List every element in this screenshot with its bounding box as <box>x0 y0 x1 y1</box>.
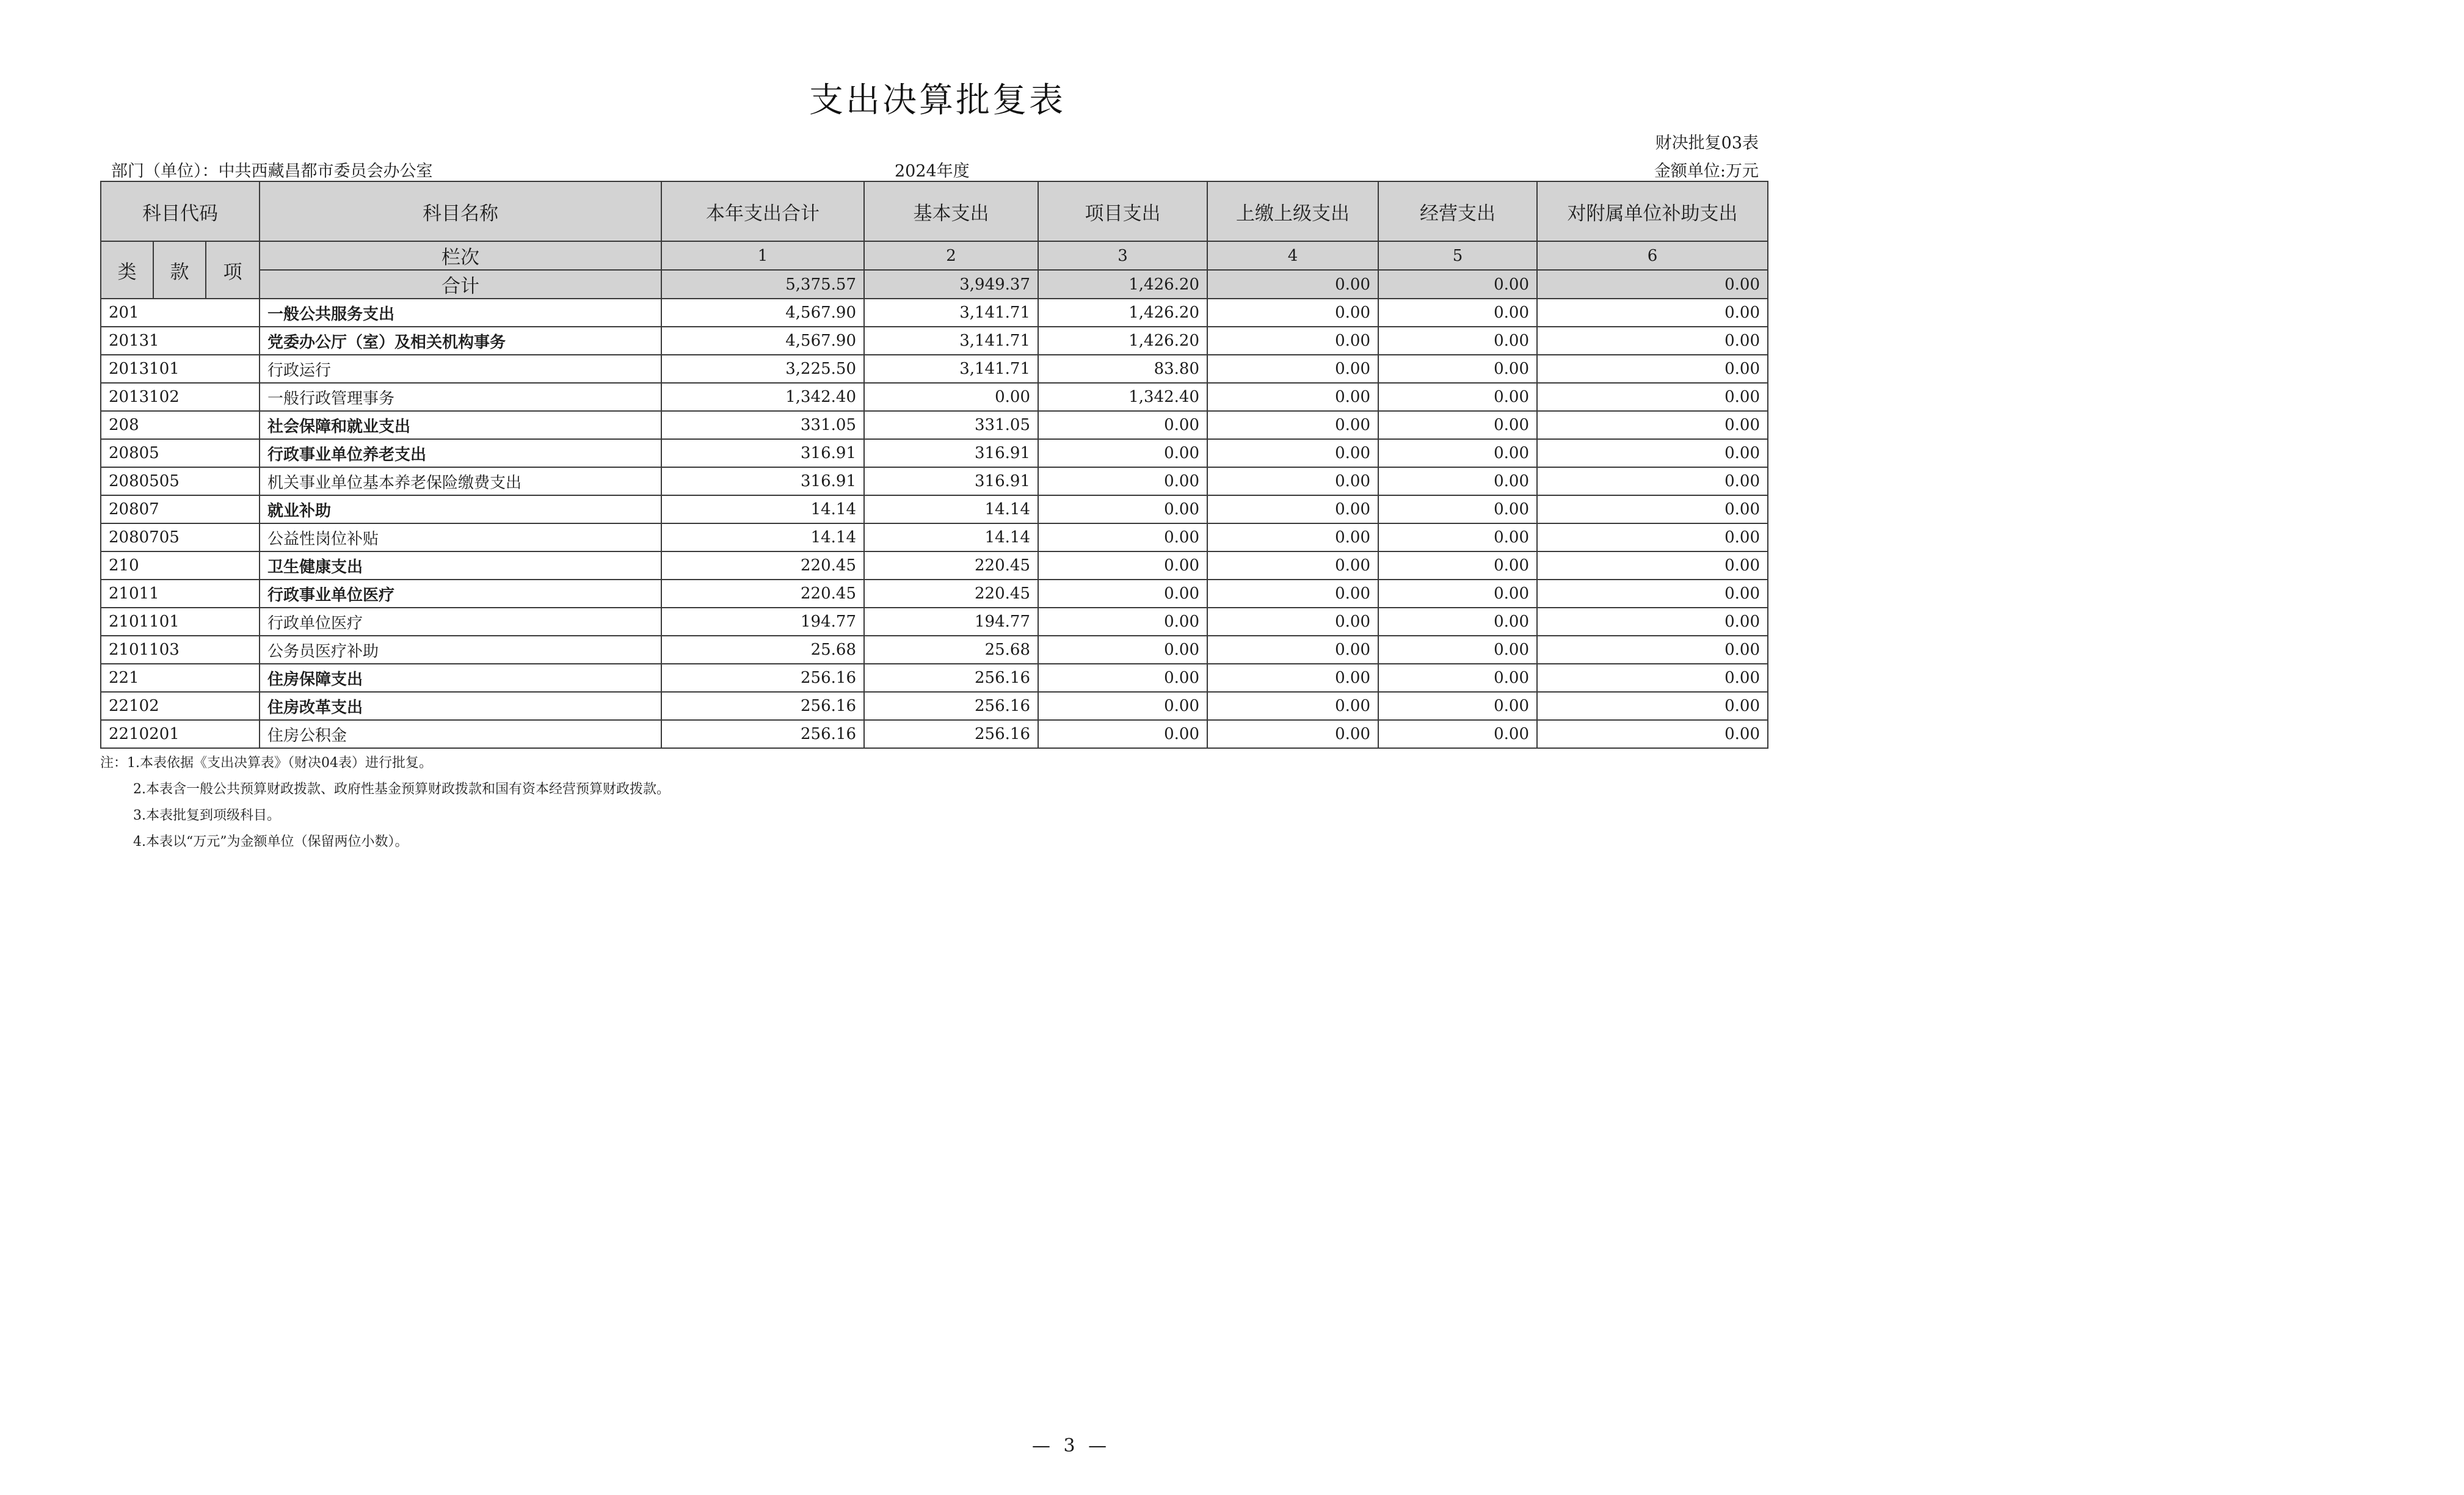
row-name: 就业补助 <box>260 495 661 523</box>
header-business: 经营支出 <box>1378 181 1537 241</box>
row-name: 住房改革支出 <box>260 692 661 720</box>
row-value: 0.00 <box>1207 580 1378 608</box>
row-code: 210 <box>101 551 260 580</box>
row-value: 0.00 <box>1207 439 1378 467</box>
column-number: 6 <box>1537 241 1768 270</box>
row-name: 住房保障支出 <box>260 664 661 692</box>
page-number: — 3 — <box>1032 1435 1111 1457</box>
row-name: 行政事业单位医疗 <box>260 580 661 608</box>
page-title: 支出决算批复表 <box>809 81 1066 120</box>
row-value: 0.00 <box>1038 467 1207 495</box>
row-value: 0.00 <box>1378 664 1537 692</box>
row-value: 316.91 <box>864 439 1038 467</box>
row-value: 14.14 <box>864 523 1038 551</box>
header-lei: 类 <box>101 241 153 299</box>
table-row <box>101 355 1768 383</box>
column-number: 4 <box>1207 241 1378 270</box>
row-value: 331.05 <box>864 411 1038 439</box>
row-value: 0.00 <box>1038 580 1207 608</box>
row-code: 21011 <box>101 580 260 608</box>
row-value: 0.00 <box>1378 720 1537 748</box>
row-value: 0.00 <box>1537 495 1768 523</box>
row-value: 0.00 <box>1537 439 1768 467</box>
row-value: 1,426.20 <box>1038 327 1207 355</box>
row-value: 14.14 <box>864 495 1038 523</box>
row-value: 0.00 <box>1038 523 1207 551</box>
header-name: 科目名称 <box>260 181 661 241</box>
sum-value: 0.00 <box>1207 270 1378 299</box>
row-value: 316.91 <box>864 467 1038 495</box>
row-value: 220.45 <box>864 551 1038 580</box>
row-value: 0.00 <box>1038 551 1207 580</box>
row-value: 0.00 <box>1207 467 1378 495</box>
row-value: 0.00 <box>1378 551 1537 580</box>
table-row <box>101 299 1768 327</box>
row-value: 0.00 <box>1207 327 1378 355</box>
row-value: 4,567.90 <box>661 299 864 327</box>
row-value: 0.00 <box>1038 692 1207 720</box>
column-number: 5 <box>1378 241 1537 270</box>
row-value: 14.14 <box>661 495 864 523</box>
row-name: 一般公共服务支出 <box>260 299 661 327</box>
row-value: 0.00 <box>1207 355 1378 383</box>
row-value: 220.45 <box>864 580 1038 608</box>
column-number: 3 <box>1038 241 1207 270</box>
row-value: 3,141.71 <box>864 299 1038 327</box>
sum-value: 3,949.37 <box>864 270 1038 299</box>
row-value: 316.91 <box>661 439 864 467</box>
sum-row <box>101 270 1768 299</box>
row-value: 331.05 <box>661 411 864 439</box>
row-value: 0.00 <box>1038 636 1207 664</box>
header-subsidy: 对附属单位补助支出 <box>1537 181 1768 241</box>
row-value: 0.00 <box>1207 636 1378 664</box>
row-value: 0.00 <box>1038 411 1207 439</box>
row-code: 2101101 <box>101 608 260 636</box>
row-value: 0.00 <box>1378 439 1537 467</box>
row-value: 256.16 <box>864 692 1038 720</box>
row-value: 0.00 <box>1378 299 1537 327</box>
header-basic: 基本支出 <box>864 181 1038 241</box>
table-row <box>101 411 1768 439</box>
sum-value: 1,426.20 <box>1038 270 1207 299</box>
fiscal-year: 2024年度 <box>895 162 970 181</box>
table-row <box>101 664 1768 692</box>
row-value: 0.00 <box>1537 411 1768 439</box>
row-value: 0.00 <box>1378 580 1537 608</box>
row-value: 256.16 <box>864 720 1038 748</box>
column-number: 1 <box>661 241 864 270</box>
row-value: 25.68 <box>661 636 864 664</box>
notes <box>100 750 670 855</box>
header-total: 本年支出合计 <box>661 181 864 241</box>
department-label: 部门（单位）：中共西藏昌都市委员会办公室 <box>111 162 433 181</box>
row-value: 0.00 <box>1537 692 1768 720</box>
row-value: 0.00 <box>1207 692 1378 720</box>
row-value: 0.00 <box>1207 551 1378 580</box>
row-value: 0.00 <box>1378 327 1537 355</box>
row-value: 1,342.40 <box>1038 383 1207 411</box>
row-value: 0.00 <box>1378 383 1537 411</box>
row-value: 0.00 <box>1207 664 1378 692</box>
row-value: 220.45 <box>661 551 864 580</box>
row-name: 公益性岗位补贴 <box>260 523 661 551</box>
row-value: 0.00 <box>1207 299 1378 327</box>
row-value: 0.00 <box>1378 608 1537 636</box>
note-line: 3.本表批复到项级科目。 <box>133 808 280 823</box>
row-code: 20807 <box>101 495 260 523</box>
row-value: 256.16 <box>661 692 864 720</box>
table-row <box>101 495 1768 523</box>
row-value: 0.00 <box>1038 664 1207 692</box>
header-project: 项目支出 <box>1038 181 1207 241</box>
row-value: 0.00 <box>1378 355 1537 383</box>
column-number: 2 <box>864 241 1038 270</box>
row-code: 201 <box>101 299 260 327</box>
row-value: 0.00 <box>1537 299 1768 327</box>
row-value: 0.00 <box>1537 355 1768 383</box>
note-line: 注：1.本表依据《支出决算表》（财决04表）进行批复。 <box>100 755 432 771</box>
header-xiang: 项 <box>206 241 260 299</box>
table-row <box>101 636 1768 664</box>
row-code: 221 <box>101 664 260 692</box>
row-value: 14.14 <box>661 523 864 551</box>
row-value: 0.00 <box>1207 495 1378 523</box>
row-value: 256.16 <box>864 664 1038 692</box>
row-value: 0.00 <box>1378 523 1537 551</box>
row-value: 25.68 <box>864 636 1038 664</box>
row-value: 0.00 <box>1537 636 1768 664</box>
row-value: 0.00 <box>1378 636 1537 664</box>
header-upper: 上缴上级支出 <box>1207 181 1378 241</box>
row-value: 0.00 <box>1378 467 1537 495</box>
column-number-row <box>101 241 1768 270</box>
row-value: 0.00 <box>1038 495 1207 523</box>
row-value: 0.00 <box>1038 439 1207 467</box>
row-name: 住房公积金 <box>260 720 661 748</box>
row-value: 0.00 <box>1038 720 1207 748</box>
row-code: 2080505 <box>101 467 260 495</box>
row-code: 2210201 <box>101 720 260 748</box>
row-value: 0.00 <box>1537 523 1768 551</box>
expenditure-table <box>100 181 1768 749</box>
row-value: 0.00 <box>1537 580 1768 608</box>
row-value: 4,567.90 <box>661 327 864 355</box>
row-name: 一般行政管理事务 <box>260 383 661 411</box>
row-value: 256.16 <box>661 720 864 748</box>
header-kuan: 款 <box>153 241 206 299</box>
row-value: 0.00 <box>1537 720 1768 748</box>
row-value: 0.00 <box>1207 720 1378 748</box>
row-value: 316.91 <box>661 467 864 495</box>
amount-unit: 金额单位:万元 <box>1654 162 1759 181</box>
row-value: 0.00 <box>1038 608 1207 636</box>
table-row <box>101 327 1768 355</box>
sum-label: 合计 <box>260 270 661 299</box>
row-value: 0.00 <box>1207 411 1378 439</box>
table-row <box>101 692 1768 720</box>
row-value: 0.00 <box>1537 608 1768 636</box>
row-value: 0.00 <box>1378 411 1537 439</box>
row-name: 行政单位医疗 <box>260 608 661 636</box>
row-name: 行政运行 <box>260 355 661 383</box>
row-value: 0.00 <box>1537 467 1768 495</box>
sum-value: 0.00 <box>1378 270 1537 299</box>
header-lanci: 栏次 <box>260 241 661 270</box>
header-code: 科目代码 <box>101 181 260 241</box>
row-value: 3,141.71 <box>864 355 1038 383</box>
row-name: 行政事业单位养老支出 <box>260 439 661 467</box>
row-value: 0.00 <box>1537 383 1768 411</box>
row-value: 1,342.40 <box>661 383 864 411</box>
header-row <box>101 181 1768 241</box>
row-value: 194.77 <box>864 608 1038 636</box>
form-code: 财决批复03表 <box>1655 134 1759 153</box>
row-value: 256.16 <box>661 664 864 692</box>
row-value: 0.00 <box>1537 551 1768 580</box>
row-value: 0.00 <box>1207 608 1378 636</box>
table-row <box>101 608 1768 636</box>
sum-value: 0.00 <box>1537 270 1768 299</box>
row-code: 20805 <box>101 439 260 467</box>
row-code: 208 <box>101 411 260 439</box>
table-row <box>101 383 1768 411</box>
row-value: 0.00 <box>1378 495 1537 523</box>
row-value: 1,426.20 <box>1038 299 1207 327</box>
table-row <box>101 439 1768 467</box>
row-value: 3,141.71 <box>864 327 1038 355</box>
note-line: 4.本表以“万元”为金额单位（保留两位小数）。 <box>133 834 409 849</box>
row-value: 0.00 <box>864 383 1038 411</box>
row-name: 党委办公厅（室）及相关机构事务 <box>260 327 661 355</box>
row-value: 194.77 <box>661 608 864 636</box>
row-value: 220.45 <box>661 580 864 608</box>
row-code: 2080705 <box>101 523 260 551</box>
row-value: 0.00 <box>1378 692 1537 720</box>
row-name: 公务员医疗补助 <box>260 636 661 664</box>
note-line: 2.本表含一般公共预算财政拨款、政府性基金预算财政拨款和国有资本经营预算财政拨款。 <box>133 782 670 797</box>
row-value: 0.00 <box>1207 523 1378 551</box>
row-code: 2101103 <box>101 636 260 664</box>
row-value: 83.80 <box>1038 355 1207 383</box>
row-code: 20131 <box>101 327 260 355</box>
row-value: 0.00 <box>1207 383 1378 411</box>
sum-value: 5,375.57 <box>661 270 864 299</box>
row-code: 22102 <box>101 692 260 720</box>
row-name: 机关事业单位基本养老保险缴费支出 <box>260 467 661 495</box>
table-row <box>101 551 1768 580</box>
row-value: 0.00 <box>1537 664 1768 692</box>
table-row <box>101 523 1768 551</box>
row-code: 2013101 <box>101 355 260 383</box>
table-row <box>101 467 1768 495</box>
row-name: 卫生健康支出 <box>260 551 661 580</box>
row-value: 0.00 <box>1537 327 1768 355</box>
row-code: 2013102 <box>101 383 260 411</box>
row-name: 社会保障和就业支出 <box>260 411 661 439</box>
table-row <box>101 720 1768 748</box>
table-row <box>101 580 1768 608</box>
row-value: 3,225.50 <box>661 355 864 383</box>
